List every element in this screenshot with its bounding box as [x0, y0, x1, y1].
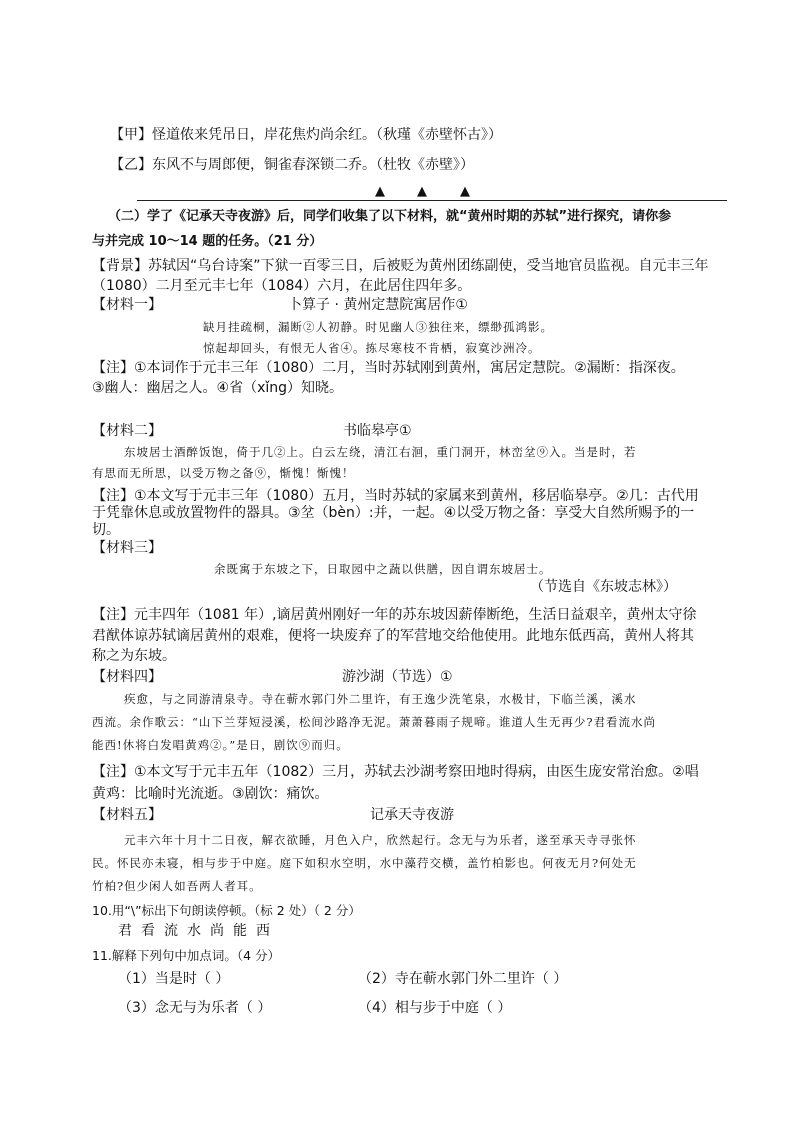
section2-intro-line1: （二）学了《记承天寺夜游》后，同学们收集了以下材料，就“黄州时期的苏轼”进行探究，请你参 [108, 209, 672, 224]
material3-text1: 余既寓于东坡之下，日取园中之蔬以供膳，因自谓东坡居士。 [214, 562, 552, 576]
material4-note1: 【注】①本文写于元丰五年（1082）三月，苏轼去沙湖考察田地时得病，由医生庞安常治愈。②唱 [92, 764, 699, 780]
background-line2: （1080）二月至元丰七年（1084）六月，在此居住四年多。 [92, 278, 472, 294]
material3-label: 【材料三】 [92, 540, 162, 556]
material3-note3: 称之为东坡。 [92, 648, 176, 664]
triangle-mark-icon: ▲ [375, 184, 385, 199]
material2-text2: 有思而无所思，以受万物之备⑨，惭愧！惭愧！ [92, 466, 355, 480]
material4-text3: 能西!休将白发唱黄鸡②。”是日，剧饮⑨而归。 [92, 738, 349, 752]
material5-text3: 竹柏?但少闲人如吾两人者耳。 [92, 879, 262, 893]
q11-item3[interactable]: （3）念无与为乐者（ ） [118, 1000, 272, 1016]
material5-title: 记承天寺夜游 [370, 807, 454, 823]
material3-note1: 【注】元丰四年（1081 年）,谪居黄州刚好一年的苏东坡因薪俸断绝，生活日益艰辛，黄州太守徐 [92, 607, 697, 623]
poem-yi: 【乙】东风不与周郎便，铜雀春深锁二乔。（杜牧《赤壁》） [110, 157, 474, 173]
triangle-mark-icon: ▲ [460, 184, 470, 199]
poem-jia: 【甲】怪道侬来凭吊日，岸花焦灼尚余红。（秋瑾《赤壁怀古》） [110, 127, 502, 143]
q10-sentence[interactable]: 君看流水尚能西 [118, 923, 279, 939]
material3-source: （节选自《东坡志林》） [530, 579, 677, 595]
section2-intro-line2: 与并完成 10～14 题的任务。（21 分） [92, 234, 323, 249]
material1-note1: 【注】①本词作于元丰三年（1080）二月，当时苏轼刚到黄州，寓居定慧院。②漏断：指深夜。 [92, 360, 685, 376]
material2-title: 书临皋亭① [343, 423, 412, 439]
triangle-mark-icon: ▲ [417, 184, 427, 199]
q11-prompt: 11.解释下列句中加点词。（4 分） [92, 948, 281, 963]
material4-title: 游沙湖（节选）① [342, 669, 453, 685]
material2-note2: 于凭靠休息或放置物件的器具。③坌（bèn）:并，一起。④以受万物之备：享受大自然所赐予的一 [92, 505, 695, 521]
material1-note2: ③幽人：幽居之人。④省（xǐng）知晓。 [92, 380, 344, 396]
material4-text1: 疾愈，与之同游清泉寺。寺在蕲水郭门外二里许，有王逸少洗笔泉，水极甘，下临兰溪，溪水 [124, 692, 637, 706]
material1-text2: 惊起却回头，有恨无人省④。拣尽寒枝不肯栖，寂寞沙洲冷。 [203, 341, 541, 355]
q11-item1[interactable]: （1）当是时（ ） [118, 971, 230, 987]
material4-text2: 西流。余作歌云：“山下兰芽短浸溪，松间沙路净无泥。萧萧暮雨子规啼。谁道人生无再少?君看流水尚 [92, 715, 657, 729]
material1-title: 卜算子 · 黄州定慧院寓居作① [288, 297, 468, 313]
material2-note3: 切。 [92, 522, 120, 538]
material1-label: 【材料一】 [92, 297, 162, 313]
section-divider [137, 200, 727, 201]
material3-note2: 君猷体谅苏轼谪居黄州的艰难，便将一块废弃了的军营地交给他使用。此地东低西高，黄州人将其 [92, 628, 694, 644]
q10-prompt: 10.用“\”标出下句朗读停顿。（标 2 处）（ 2 分） [92, 903, 361, 918]
background-line1: 【背景】苏轼因“乌台诗案”下狱一百零三日，后被贬为黄州团练副使，受当地官员监视。自元丰三年 [92, 258, 709, 274]
q11-item4[interactable]: （4）相与步于中庭（ ） [358, 1000, 512, 1016]
material5-text1: 元丰六年十月十二日夜，解衣欲睡，月色入户，欣然起行。念无与为乐者，遂至承天寺寻张怀 [124, 833, 637, 847]
material1-text1: 缺月挂疏桐，漏断②人初静。时见幽人③独往来，缥缈孤鸿影。 [203, 320, 553, 334]
material2-note1: 【注】①本文写于元丰三年（1080）五月，当时苏轼的家属来到黄州，移居临皋亭。②几：古代用 [92, 488, 699, 504]
material5-label: 【材料五】 [92, 807, 162, 823]
material2-text1: 东坡居士酒醉饭饱，倚于几②上。白云左绕，清江右洄，重门洞开，林峦坌⑨入。当是时，若 [124, 445, 637, 459]
material4-note2: 黄鸡：比喻时光流逝。③剧饮：痛饮。 [92, 786, 329, 802]
q11-item2[interactable]: （2）寺在蕲水郭门外二里许（ ） [358, 971, 568, 987]
material5-text2: 民。怀民亦未寝，相与步于中庭。庭下如积水空明，水中藻荇交横，盖竹柏影也。何夜无月?何处无 [92, 856, 637, 870]
material2-label: 【材料二】 [92, 423, 162, 439]
material4-label: 【材料四】 [92, 669, 162, 685]
